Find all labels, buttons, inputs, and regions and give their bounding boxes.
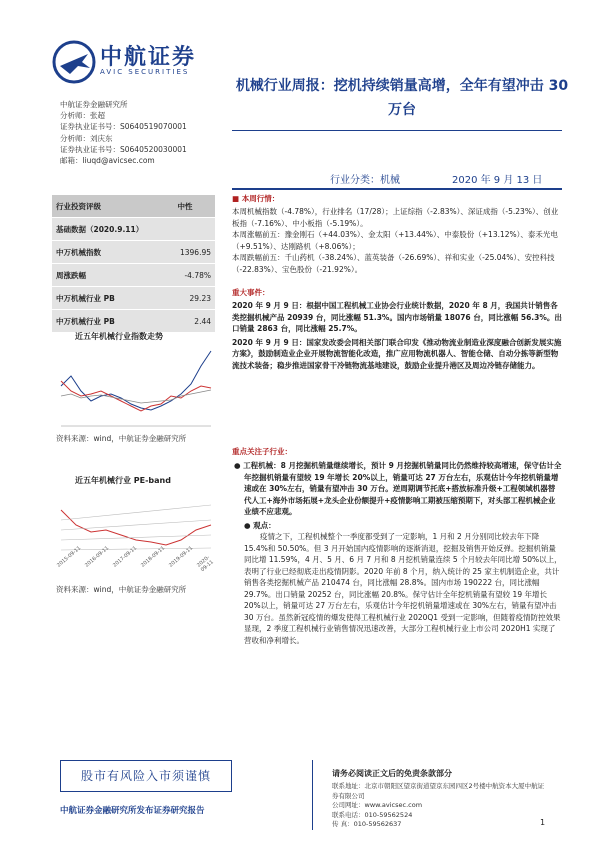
view-label: ● 观点： [244,520,276,530]
contact-info [332,782,547,830]
events [232,300,562,371]
page-number: 1 [540,818,546,827]
tick-label: 2017-09-11 [112,545,139,569]
publisher: 中航证券金融研究所发布证券研究报告 [60,806,205,816]
divider [312,760,313,830]
institute: 中航证券金融研究所 [60,100,128,109]
tick-label: 2020-09-11 [196,554,215,574]
table-row: 中万机械指数 1396.95 [52,241,215,264]
divider [232,130,562,131]
chart2-title: 近五年机械行业 PE-band [75,476,171,485]
tick-label: 2018-09-11 [140,545,167,569]
bullet: ● 工程机械：8 月挖掘机销量继续增长，预计 9 月挖掘机销量同比仍然维持较高增速，保守估计全年挖掘机销量有望较 19 年增长 20%以上，销量可达 27 万台左右，乐观估计今年挖机销量增速或在 30%左右，销量有望冲击 30 万台。逆周期调节托底+搭放标准升级+工程领域机器替代人工+海外市场拓展+龙头企业份额提升+疫情影响工期被压缩预期下，对头部工程机械企业业绩不应悲观。 [234,461,562,516]
table-row: 周涨跌幅 -4.78% [52,264,215,287]
focus-section [232,460,562,646]
paragraph: 本周跌幅前五：千山药机（-38.24%）、蓝英装备（-26.69%）、祥和实业（-25.04%）、安控科技（-22.83%）、宝色股份（-21.92%）。 [232,253,555,274]
fax: 传 真：010-59562637 [332,820,402,828]
rating-table [52,194,215,332]
tick-label: 2019-09-11 [168,545,195,569]
table-row: 基础数据（2020.9.11） [52,218,215,241]
table-row: 中万机械行业 PB 29.23 [52,287,215,310]
chart1-title: 近五年机械行业指数走势 [75,332,163,341]
table-row: 行业投资评级 中性 [52,195,215,218]
cert-2: 证券执业证书号：S0640520030001 [60,144,187,154]
cert-1: 证券执业证书号：S0640519070001 [60,122,187,132]
report-date: 2020 年 9 月 13 日 [452,175,543,186]
email: 邮箱：liuqd@avicsec.com [60,156,155,166]
risk-banner: 股市有风险入市须谨慎 [60,760,232,792]
website: 公司网址：www.avicsec.com [332,801,423,809]
section-heading: ■ 本周行情： [232,194,280,203]
paragraph: 疫情之下，工程机械整个一季度都受到了一定影响，1 月和 2 月分别同比较去年下降 15.4%和 50.50%。但 3 月开始国内疫情影响的逐渐消退，挖掘及销售开始反弹。挖掘机销量同比增 11.59%，4 月、5 月、6 月 7 月和 8 月挖机销量连续 5 个月较去年同比增 50%以上，表明了行业已经彻底走出疫情阴影。2020 年前 8 个月，纳入统计的 25 家主机制造企业，共计销售各类挖掘机械产品 210474 台，同比涨幅 28.8%。国内市场 190222 台，同比涨幅 29.7%。出口销量 20252 台，同比涨幅 20.8%。保守估计全年挖机销量有望较 19 年增长 20%以上，销量可达 27 万台左右，乐观估计今年挖机销量增速或在 30%左右，销量有望冲击 30 万台。虽然新冠疫情的爆发使得工程机械行业 2020Q1 受到一定影响，但随着疫情防控效果显现，2 季度工程机械行业销售情况迅速改善，大部分工程机械行业上市公司 2020H1 实现了营收和净利增长。 [244,532,562,645]
chart1-source: 资料来源：wind，中航证券金融研究所 [56,434,187,443]
report-title: 机械行业周报：挖机持续销量高增，全年有望冲击 30 万台 [235,78,569,118]
tick-label: 2015-09-11 [56,545,83,569]
analyst-1: 分析师：张超 [60,111,105,121]
analyst-2: 分析师：刘庆东 [60,133,113,143]
divider [232,188,562,190]
brand-english: AVIC SECURITIES [100,68,190,76]
phone: 联系电话：010-59562524 [332,810,413,819]
chart2-source: 资料来源：wind，中航证券金融研究所 [56,585,187,594]
section-heading: 重点关注子行业： [232,447,292,456]
analyst-info [60,99,187,166]
section-heading: 重大事件： [232,288,270,297]
paragraph: 2020 年 9 月 9 日：国家发改委会同相关部门联合印发《推动物流业制造业深度融合创新发展实施方案》，鼓励制造业企业开展物流智能化改造，推广应用物流机器人、智能仓储、自动分拣等新型物流技术装备；稳步推进国家骨干冷链物流基地建设，鼓励企业提升港区及周边冷链存储能力。 [232,337,562,370]
weekly-market [232,206,562,275]
disclaimer-notice: 请务必阅读正文后的免责条款部分 [332,769,452,778]
paragraph: 本周涨幅前五：豫金刚石（+44.03%）、金太阳（+13.44%）、中泰股份（+13.12%）、泰禾光电（+9.51%）、达刚路机（+8.06%）； [232,230,558,251]
brand-name: 中航证券 [100,45,197,70]
paragraph: 2020 年 9 月 9 日：根据中国工程机械工业协会行业统计数据，2020 年 8 月，我国共计销售各类挖掘机械产品 20939 台，同比涨幅 51.3%。国内市场销量 18076 台，同比涨幅 56.3%。出口销量 2863 台，同比涨幅 25.7%。 [232,301,562,333]
chart2-axis [56,545,216,582]
avic-logo-icon [52,40,98,84]
address: 联系地址：北京市朝阳区望京街道望京东园四区2号楼中航资本大厦中航证券有限公司 [332,782,545,800]
industry-classification: 行业分类：机械 [330,175,400,186]
paragraph: 本周机械指数（-4.78%），行业排名（17/28）；上证综指（-2.83%）、深证成指（-5.23%）、创业板指（-7.16%）、中小板指（-5.19%）。 [232,207,559,228]
table-row: 中万机械行业 PB 2.44 [52,310,215,333]
tick-label: 2016-09-11 [84,545,111,569]
index-trend-chart [56,346,214,431]
